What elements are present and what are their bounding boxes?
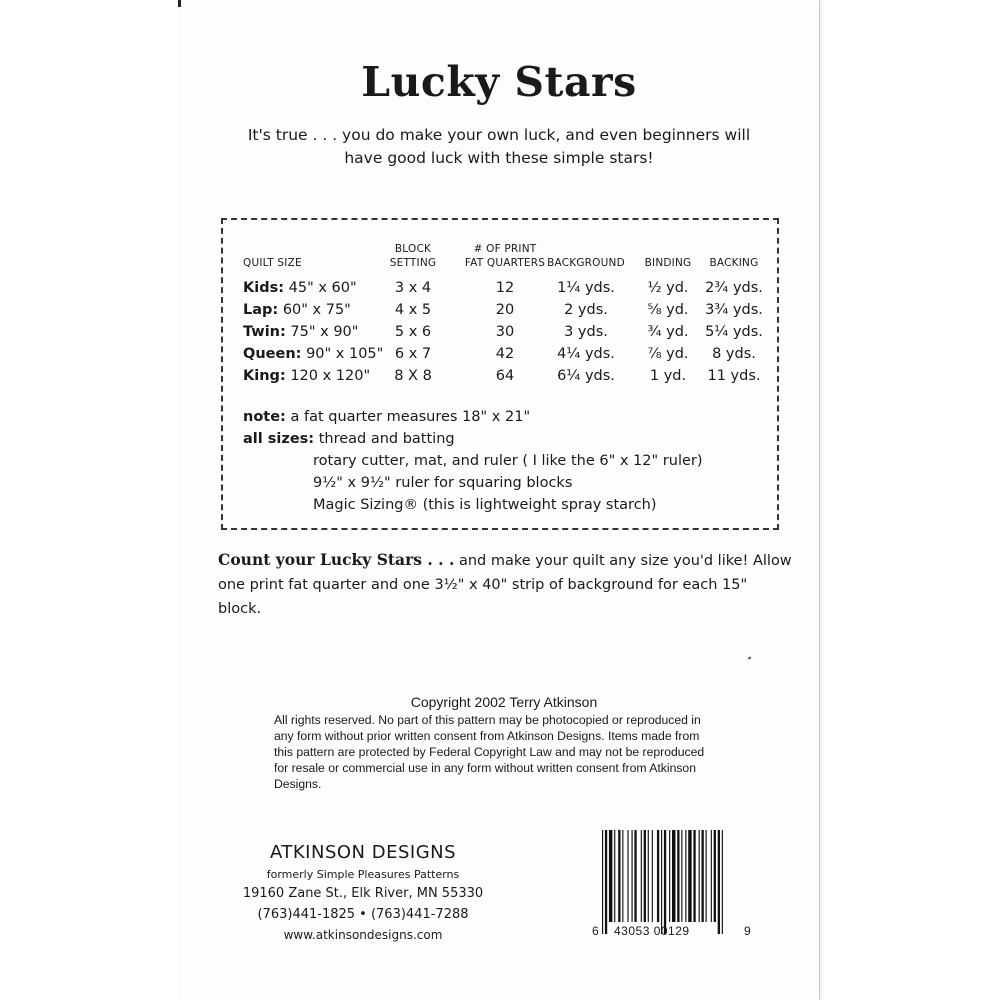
corner-mark <box>178 0 181 7</box>
count-line-1 <box>218 548 793 573</box>
barcode-bar <box>634 830 636 922</box>
company-website: www.atkinsondesigns.com <box>283 928 443 942</box>
header-fat-quarters-line-1: # OF PRINT <box>473 243 537 255</box>
barcode-bar <box>618 830 620 922</box>
backing-cell: 2¾ yds. <box>705 280 763 296</box>
size-dimensions: 45" x 60" <box>288 280 357 296</box>
header-block-setting-line-2: SETTING <box>389 257 437 269</box>
block-setting-cell: 4 x 5 <box>394 302 432 318</box>
backing-cell: 8 yds. <box>712 346 756 362</box>
background-cell: 6¼ yds. <box>557 368 615 384</box>
block-setting-cell: 3 x 4 <box>394 280 432 296</box>
page-title: Lucky Stars <box>361 58 637 106</box>
note-label: note: <box>243 409 286 425</box>
size-label: Twin: <box>243 324 286 340</box>
company-address: 19160 Zane St., Elk River, MN 55330 <box>242 886 484 901</box>
barcode-bar <box>644 830 646 922</box>
quilt-size-cell <box>243 346 383 362</box>
count-your-stars-text <box>218 548 793 621</box>
background-cell: 2 yds. <box>564 302 608 318</box>
copyright-line: any form without prior written consent from Atkinson Designs. Items made from <box>274 729 700 743</box>
barcode-digit-right: 9 <box>744 924 751 938</box>
table-row <box>223 368 781 390</box>
barcode-bar <box>688 830 691 922</box>
fat-quarters-cell: 30 <box>495 324 515 340</box>
intro-line-1: It's true . . . you do make your own luck, and even beginners will <box>247 126 751 144</box>
all-sizes-label: all sizes: <box>243 431 315 447</box>
barcode-bar <box>718 830 720 934</box>
company-phones: (763)441-1825 • (763)441-7288 <box>257 907 469 922</box>
barcode-bar <box>702 830 704 922</box>
count-rest: and make your quilt any size you'd like! Allow <box>454 553 792 569</box>
barcode-bar <box>664 830 666 934</box>
barcode-bar <box>657 830 659 922</box>
supply-notes <box>243 406 703 516</box>
barcode-bar <box>699 830 700 922</box>
header-background: BACKGROUND <box>547 257 625 269</box>
company-name: ATKINSON DESIGNS <box>269 842 457 863</box>
intro-text <box>218 124 780 170</box>
barcode-bar <box>622 830 623 922</box>
barcode-bar <box>672 830 675 922</box>
company-info <box>218 840 508 946</box>
note-text: a fat quarter measures 18" x 21" <box>290 409 531 425</box>
binding-cell: ¾ yd. <box>647 324 689 340</box>
binding-cell: ½ yd. <box>647 280 689 296</box>
supply-item: rotary cutter, mat, and ruler ( I like the 6" x 12" ruler) <box>313 453 703 469</box>
backing-cell: 11 yds. <box>707 368 761 384</box>
header-binding: BINDING <box>644 257 692 269</box>
background-cell: 1¼ yds. <box>557 280 615 296</box>
header-backing: BACKING <box>709 257 759 269</box>
barcode-bar <box>627 830 628 922</box>
backing-cell: 5¼ yds. <box>705 324 763 340</box>
fat-quarters-cell: 64 <box>495 368 515 384</box>
block-setting-cell: 5 x 6 <box>394 324 432 340</box>
barcode-bar <box>677 830 679 922</box>
size-label: Kids: <box>243 280 285 296</box>
binding-cell: ⅝ yd. <box>647 302 689 318</box>
size-label: King: <box>243 368 286 384</box>
fat-quarters-cell: 12 <box>495 280 515 296</box>
block-setting-cell: 6 x 7 <box>394 346 432 362</box>
barcode-bar <box>609 830 612 922</box>
quilt-size-cell <box>243 280 357 296</box>
copyright-line: Designs. <box>274 777 322 791</box>
size-dimensions: 75" x 90" <box>290 324 359 340</box>
barcode-bar <box>602 830 603 934</box>
barcode-bar <box>632 830 633 922</box>
header-quilt-size: QUILT SIZE <box>243 257 302 269</box>
quilt-size-cell <box>243 302 351 318</box>
barcode-bar <box>722 830 723 934</box>
barcode-bar <box>641 830 642 922</box>
backing-cell: 3¾ yds. <box>705 302 763 318</box>
block-setting-cell: 8 X 8 <box>394 368 432 384</box>
table-row <box>223 324 781 346</box>
size-label: Queen: <box>243 346 302 362</box>
pattern-back-cover <box>178 0 820 1000</box>
print-speck <box>748 656 752 659</box>
table-row <box>223 280 781 302</box>
binding-cell: 1 yd. <box>649 368 687 384</box>
requirements-box <box>221 218 779 530</box>
copyright-line: for resale or commercial use in any form without written consent from Atkinson <box>274 761 696 775</box>
header-block-setting-line-1: BLOCK <box>394 243 432 255</box>
supply-item: 9½" x 9½" ruler for squaring blocks <box>313 475 573 491</box>
barcode-digit-left: 6 <box>592 924 599 938</box>
binding-cell: ⅞ yd. <box>647 346 689 362</box>
table-row <box>223 302 781 324</box>
header-fat-quarters-line-2: FAT QUARTERS <box>464 257 546 269</box>
count-line-2: one print fat quarter and one 3½" x 40" strip of background for each 15" block. <box>218 577 748 617</box>
barcode-bar <box>652 830 653 922</box>
barcode-bar <box>706 830 707 922</box>
size-dimensions: 120 x 120" <box>290 368 371 384</box>
all-sizes-text: thread and batting <box>318 431 455 447</box>
barcode-bar <box>714 830 716 922</box>
copyright-line: All rights reserved. No part of this pattern may be photocopied or reproduced in <box>274 713 701 727</box>
barcode-bar <box>614 830 615 922</box>
barcode-bar <box>669 830 670 922</box>
barcode-bar <box>681 830 682 922</box>
note-line <box>243 406 703 428</box>
copyright-heading: Copyright 2002 Terry Atkinson <box>410 694 598 710</box>
fat-quarters-cell: 20 <box>495 302 515 318</box>
quilt-size-cell <box>243 368 370 384</box>
size-label: Lap: <box>243 302 279 318</box>
header-block-setting <box>375 242 451 270</box>
background-cell: 4¼ yds. <box>557 346 615 362</box>
size-dimensions: 90" x 105" <box>306 346 384 362</box>
supply-item: Magic Sizing® (this is lightweight spray starch) <box>313 497 657 513</box>
company-formerly: formerly Simple Pleasures Patterns <box>266 868 460 881</box>
copyright-line: this pattern are protected by Federal Copyright Law and may not be reproduced <box>274 745 705 759</box>
barcode-bar <box>648 830 649 922</box>
barcode-bar <box>661 830 662 934</box>
table-row <box>223 346 781 368</box>
quilt-size-cell <box>243 324 358 340</box>
fat-quarters-cell: 42 <box>495 346 515 362</box>
barcode-bar <box>693 830 695 922</box>
size-dimensions: 60" x 75" <box>282 302 351 318</box>
intro-line-2: have good luck with these simple stars! <box>344 149 654 167</box>
count-lead: Count your Lucky Stars . . . <box>218 550 455 569</box>
barcode-digits-middle: 43053 00129 <box>614 924 690 938</box>
barcode-bar <box>685 830 686 922</box>
barcode-bar <box>605 830 607 934</box>
background-cell: 3 yds. <box>564 324 608 340</box>
barcode-bar <box>711 830 712 922</box>
copyright-notice <box>274 693 734 792</box>
all-sizes-line <box>243 428 703 450</box>
